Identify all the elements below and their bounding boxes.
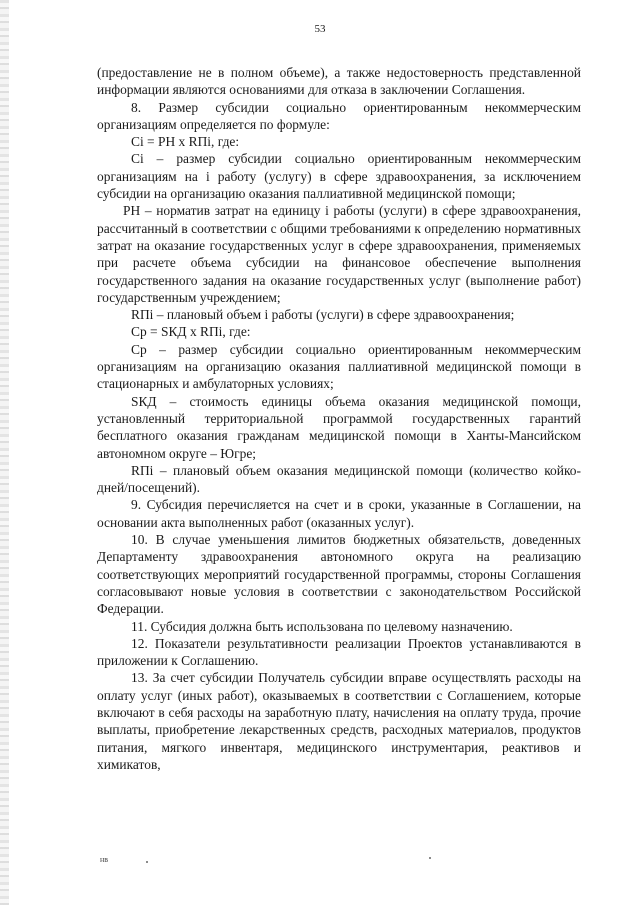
paragraph: Ci = РН x RПi, где: — [131, 134, 240, 150]
paragraph: Ср – размер субсидии социально ориентированным некоммерческим организациям на организацию оказания паллиативной медицинской помощи в стационарных и амбулаторных условиях; — [97, 341, 581, 392]
paragraph: 11. Субсидия должна быть использована по целевому назначению. — [131, 618, 513, 634]
paragraph: 12. Показатели результативности реализации Проектов устанавливаются в приложении к Соглашению. — [97, 635, 581, 669]
paragraph: 10. В случае уменьшения лимитов бюджетных обязательств, доведенных Департаменту здравоохранения автономного округа на реализацию соответствующих мероприятий государственной программы, стороны Соглашения согласовывают новые условия в соответствии с законодательством Российской Федерации. — [97, 532, 581, 617]
paragraph: Ci – размер субсидии социально ориентированным некоммерческим организациям на i работу (услугу) в сфере здравоохранения, за исключением субсидии на организацию оказания паллиативной медицинской помощи; — [97, 151, 581, 202]
paragraph: 8. Размер субсидии социально ориентированным некоммерческим организациям определяется по формуле: — [97, 99, 581, 132]
page-number: 53 — [314, 23, 326, 35]
paragraph: SКД – стоимость единицы объема оказания медицинской помощи, установленный территориальной программой государственных гарантий бесплатного оказания гражданам медицинской помощи в Ханты-Мансийском автономном округе – Югре; — [97, 393, 581, 461]
paragraph: RПi – плановый объем i работы (услуги) в сфере здравоохранения; — [131, 307, 515, 323]
paragraph: Ср = SКД x RПi, где: — [131, 324, 251, 340]
footer-mark: нв — [100, 855, 109, 864]
scan-speck — [146, 861, 148, 863]
paragraph: 13. За счет субсидии Получатель субсидии вправе осуществлять расходы на оплату услуг (иных работ), оказываемых в соответствии с Соглашением, которые включают в себя расходы на заработную плату, начисления на оплату труда, прочие выплаты, приобретение лекарственных средств, расходных материалов, продуктов питания, мягкого инвентаря, медицинского инструментария, реактивов и химикатов, — [97, 670, 581, 772]
paragraph: РН – норматив затрат на единицу i работы (услуги) в сфере здравоохранения, рассчитанный в соответствии с общими требованиями к определению нормативных затрат на оказание государственных услуг в сфере здравоохранения, применяемых при расчете объема субсидии на финансовое обеспечение выполнения государственного задания на оказание государственных услуг (выполнение работ) государственным учреждением; — [97, 203, 581, 305]
scan-speck — [429, 857, 431, 859]
document-body — [97, 64, 581, 773]
scan-edge — [0, 0, 9, 905]
paragraph: RПi – плановый объем оказания медицинской помощи (количество койко-дней/посещений). — [97, 462, 581, 496]
paragraph: 9. Субсидия перечисляется на счет и в сроки, указанные в Соглашении, на основании акта выполненных работ (оказанных услуг). — [97, 497, 581, 530]
paragraph: (предоставление не в полном объеме), а также недостоверность представленной информации являются основаниями для отказа в заключении Соглашения. — [97, 65, 581, 98]
